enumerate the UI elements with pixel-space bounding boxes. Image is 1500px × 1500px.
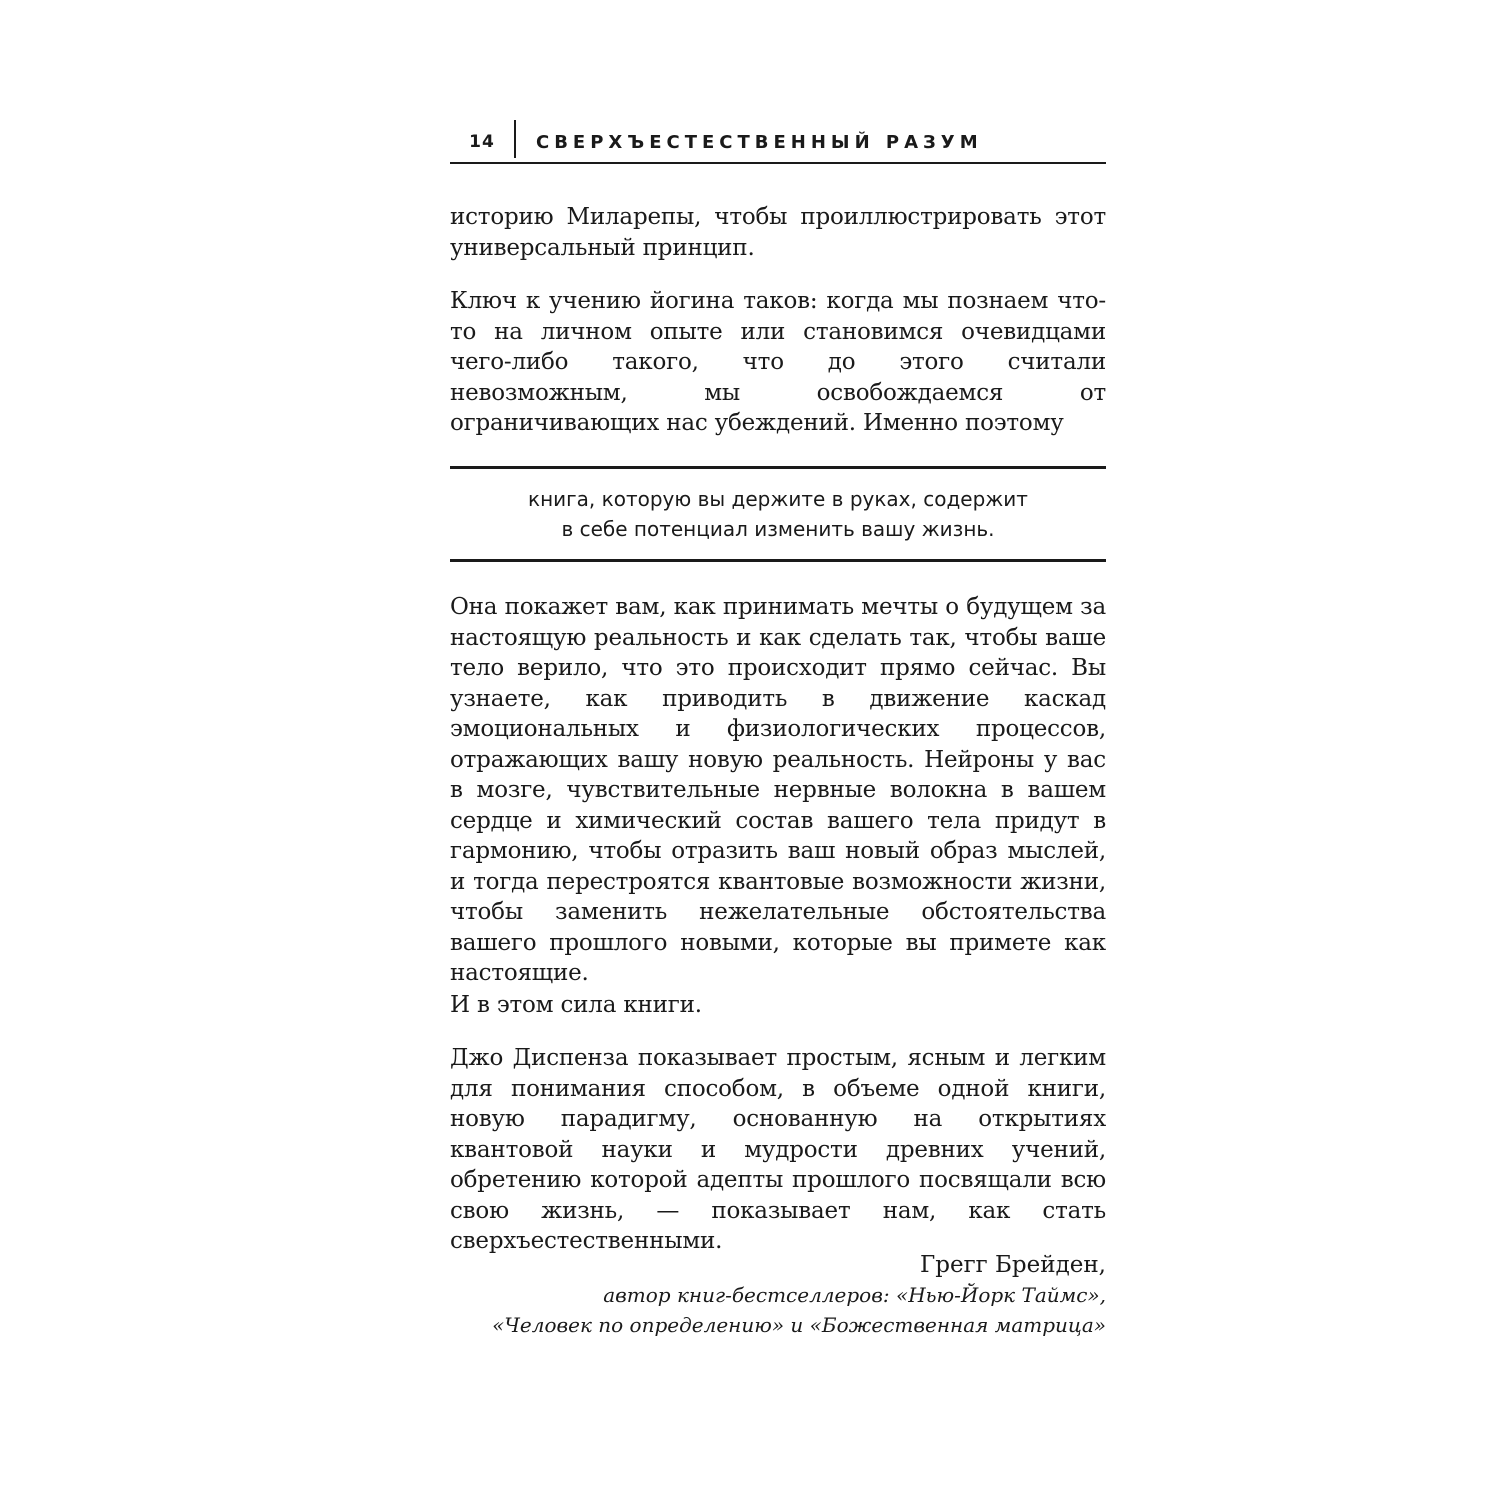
page-number: 14 — [469, 132, 495, 152]
paragraph-2: Ключ к учению йогина таков: когда мы познаем что-то на личном опыте или становимся очевидцами чего-либо такого, что до этого считали невозможным, мы освобождаемся от ограничивающих нас убеждений. Именно поэтому — [450, 288, 1106, 436]
paragraph-4: И в этом сила книги. — [450, 992, 702, 1018]
paragraph-3: Она покажет вам, как принимать мечты о будущем за настоящую реальность и как сделать так, чтобы ваше тело верило, что это происходит прямо сейчас. Вы узнаете, как приводить в движение каскад эмоциональных и физиологических процессов, отражающих вашу новую реальность. Нейроны у вас в мозге, чувствительные нервные волокна в вашем сердце и химический состав вашего тела придут в гармонию, чтобы отразить ваш новый образ мыслей, и тогда перестроятся квантовые возможности жизни, чтобы заменить нежелательные обстоятельства вашего прошлого новыми, которые вы примете как настоящие. — [450, 594, 1106, 986]
book-page — [450, 0, 1106, 1500]
paragraph-1: историю Миларепы, чтобы проиллюстрировать этот универсальный принцип. — [450, 204, 1106, 261]
pullquote-line-2: в себе потенциал изменить вашу жизнь. — [561, 517, 995, 541]
header-divider — [514, 120, 516, 158]
attribution-desc-line-2: «Человек по определению» и «Божественная матрица» — [492, 1313, 1106, 1337]
attribution — [450, 1250, 1106, 1340]
attribution-name: Грегг Брейден, — [920, 1252, 1106, 1278]
pullquote — [450, 466, 1106, 562]
book-title: СВЕРХЪЕСТЕСТВЕННЫЙ РАЗУМ — [536, 131, 983, 153]
attribution-desc-line-1: автор книг-бестселлеров: «Нью-Йорк Таймс», — [603, 1283, 1106, 1307]
running-head — [450, 122, 1106, 164]
paragraph-5: Джо Диспенза показывает простым, ясным и легким для понимания способом, в объеме одной книги, новую парадигму, основанную на открытиях квантовой науки и мудрости древних учений, обретению которой адепты прошлого посвящали всю свою жизнь, — показывает нам, как стать сверхъестественными. — [450, 1045, 1106, 1254]
pullquote-line-1: книга, которую вы держите в руках, содержит — [528, 487, 1028, 511]
